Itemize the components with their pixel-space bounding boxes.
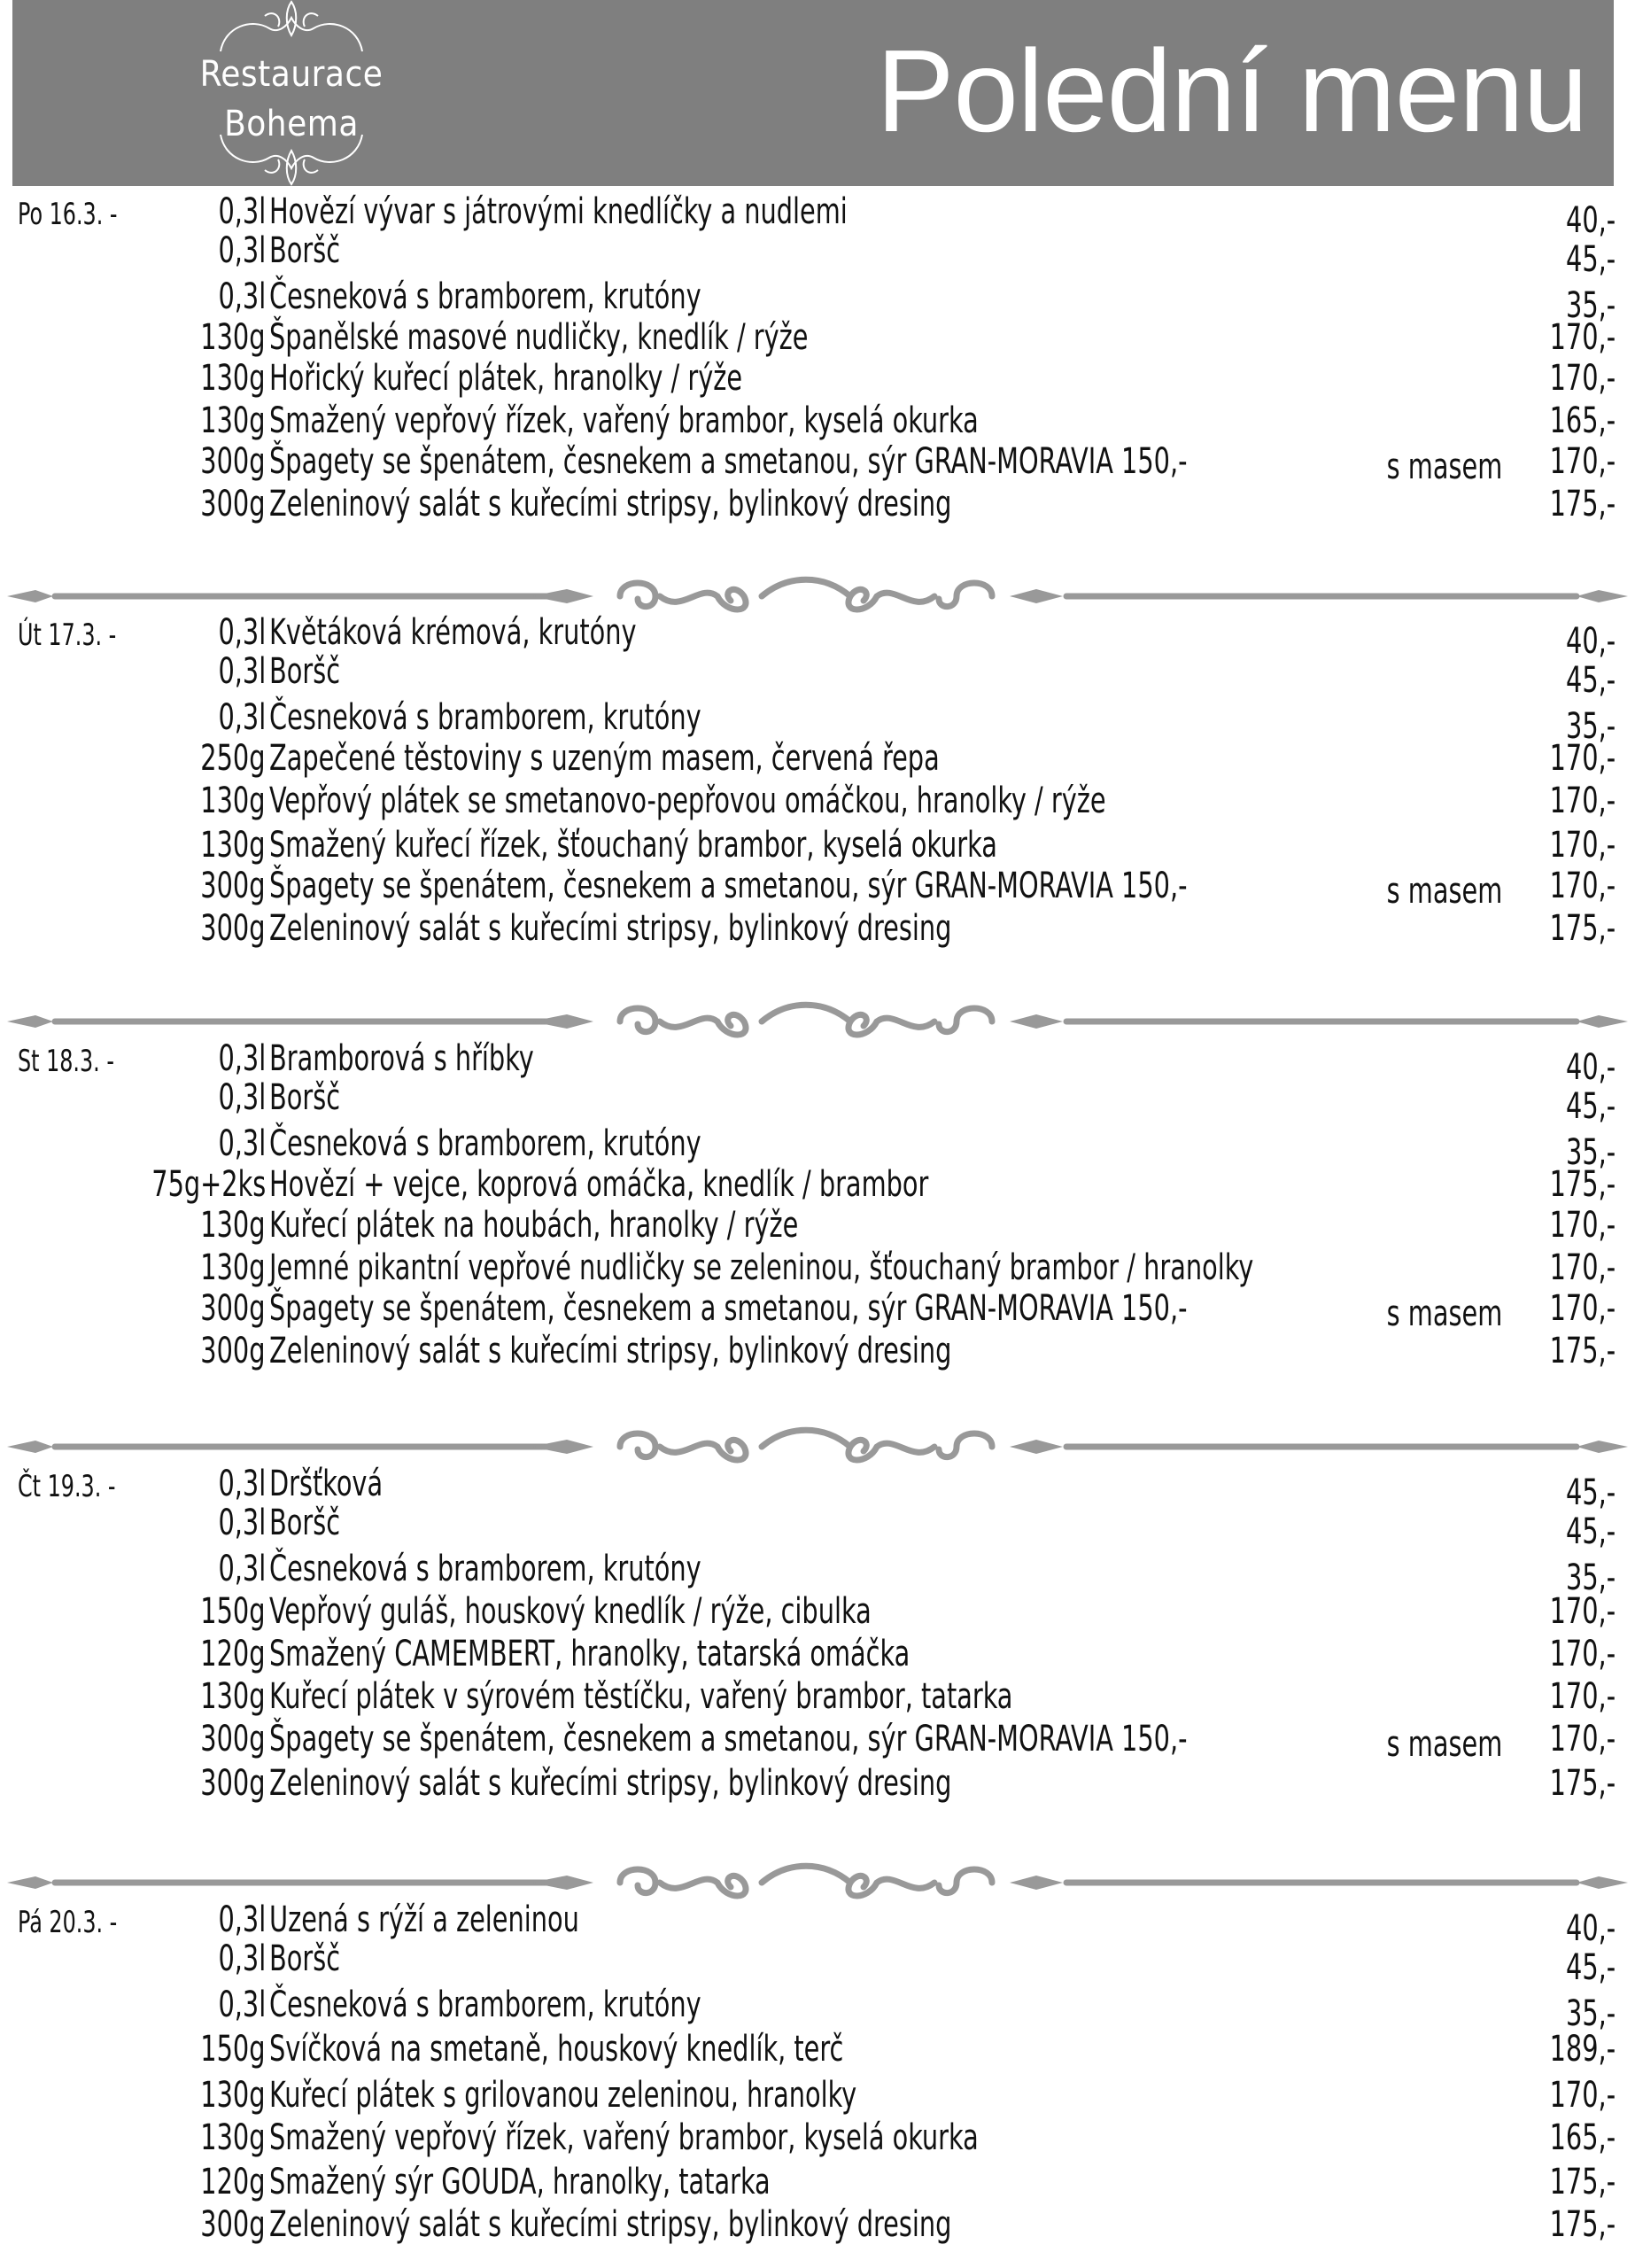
item-variant-note: s masem <box>1386 871 1502 912</box>
item-portion: 130g <box>200 2075 266 2116</box>
item-name: Smažený vepřový řízek, vařený brambor, kyselá okurka <box>269 2117 979 2158</box>
item-price: 170,- <box>1549 441 1616 482</box>
item-portion: 130g <box>200 2117 266 2158</box>
item-name: Kuřecí plátek na houbách, hranolky / rýže <box>269 1205 799 1246</box>
item-portion: 300g <box>200 1288 266 1329</box>
item-price: 170,- <box>1549 781 1616 821</box>
item-portion: 130g <box>200 1247 266 1288</box>
menu-item <box>0 738 1635 779</box>
menu-item <box>0 1676 1635 1717</box>
item-name: Smažený CAMEMBERT, hranolky, tatarská omáčka <box>269 1634 910 1674</box>
item-price: 170,- <box>1549 2075 1616 2116</box>
item-name: Zeleninový salát s kuřecími stripsy, bylinkový dresing <box>269 908 952 949</box>
menu-item <box>0 2117 1635 2158</box>
item-name: Česneková s bramborem, krutóny <box>269 697 701 738</box>
menu-item <box>0 612 1635 662</box>
menu-item <box>0 484 1635 524</box>
item-portion: 130g <box>200 1205 266 1246</box>
item-name: Špagety se špenátem, česnekem a smetanou, sýr GRAN-MORAVIA 150,- <box>269 866 1188 906</box>
item-portion: 300g <box>200 1719 266 1759</box>
menu-item <box>0 1591 1635 1632</box>
item-price: 175,- <box>1549 1331 1616 1371</box>
item-variant-note: s masem <box>1386 447 1502 487</box>
item-name: Zeleninový salát s kuřecími stripsy, bylinkový dresing <box>269 1763 952 1804</box>
menu-item <box>0 2029 1635 2070</box>
item-price: 35,- <box>1565 706 1616 747</box>
item-portion: 0,3l <box>218 1123 266 1164</box>
item-name: Boršč <box>269 651 341 692</box>
menu-item <box>0 1503 1635 1552</box>
item-name: Boršč <box>269 1077 341 1118</box>
item-price: 170,- <box>1549 1247 1616 1288</box>
item-name: Boršč <box>269 230 341 271</box>
item-portion: 130g <box>200 825 266 866</box>
item-price: 170,- <box>1549 1205 1616 1246</box>
item-portion: 130g <box>200 400 266 441</box>
item-price: 40,- <box>1565 621 1616 662</box>
menu-item <box>0 651 1635 701</box>
item-price: 175,- <box>1549 1164 1616 1205</box>
item-price: 165,- <box>1549 2117 1616 2158</box>
item-portion: 130g <box>200 358 266 399</box>
item-name: Česneková s bramborem, krutóny <box>269 1984 701 2025</box>
menu-item <box>0 1763 1635 1804</box>
item-name: Boršč <box>269 1503 341 1543</box>
menu-item <box>0 2075 1635 2116</box>
item-portion: 300g <box>200 441 266 482</box>
item-portion: 300g <box>200 484 266 524</box>
menu-item <box>0 1938 1635 1988</box>
menu-item <box>0 2204 1635 2245</box>
menu-item <box>0 825 1635 866</box>
menu-item <box>0 1634 1635 1674</box>
item-portion: 0,3l <box>218 276 266 317</box>
menu-item <box>0 2162 1635 2202</box>
item-portion: 300g <box>200 908 266 949</box>
menu-item <box>0 441 1635 487</box>
item-variant-note: s masem <box>1386 1293 1502 1334</box>
item-portion: 250g <box>200 738 266 779</box>
flourish-ornament-icon <box>216 133 367 186</box>
item-price: 40,- <box>1565 1908 1616 1949</box>
item-name: Hovězí vývar s játrovými knedlíčky a nudlemi <box>269 191 848 232</box>
item-variant-note: s masem <box>1386 1724 1502 1765</box>
item-name: Zeleninový salát s kuřecími stripsy, bylinkový dresing <box>269 484 952 524</box>
item-price: 170,- <box>1549 358 1616 399</box>
item-price: 45,- <box>1565 1472 1616 1513</box>
item-portion: 130g <box>200 781 266 821</box>
menu-item <box>0 317 1635 358</box>
item-name: Vepřový plátek se smetanovo-pepřovou omáčkou, hranolky / rýže <box>269 781 1106 821</box>
item-price: 170,- <box>1549 866 1616 906</box>
menu-item <box>0 1719 1635 1765</box>
item-portion: 300g <box>200 866 266 906</box>
menu-item <box>0 1038 1635 1088</box>
item-price: 35,- <box>1565 1132 1616 1173</box>
menu-item <box>0 1899 1635 1949</box>
menu-item <box>0 276 1635 326</box>
item-name: Hovězí + vejce, koprová omáčka, knedlík / brambor <box>269 1164 929 1205</box>
menu-item <box>0 1331 1635 1371</box>
item-name: Smažený kuřecí řízek, šťouchaný brambor, kyselá okurka <box>269 825 997 866</box>
item-price: 170,- <box>1549 1591 1616 1632</box>
item-name: Boršč <box>269 1938 341 1979</box>
item-name: Dršťková <box>269 1464 384 1504</box>
item-price: 175,- <box>1549 2162 1616 2202</box>
item-price: 35,- <box>1565 1993 1616 2034</box>
item-price: 35,- <box>1565 1557 1616 1598</box>
item-price: 170,- <box>1549 825 1616 866</box>
item-name: Uzená s rýží a zeleninou <box>269 1899 579 1940</box>
flourish-ornament-icon <box>216 0 367 53</box>
day-label: Pá 20.3. - <box>18 1905 118 1940</box>
item-price: 175,- <box>1549 484 1616 524</box>
menu-item <box>0 1077 1635 1127</box>
item-portion: 120g <box>200 1634 266 1674</box>
item-name: Jemné pikantní vepřové nudličky se zeleninou, šťouchaný brambor / hranolky <box>269 1247 1254 1288</box>
item-price: 45,- <box>1565 1511 1616 1552</box>
menu-item <box>0 230 1635 280</box>
item-portion: 120g <box>200 2162 266 2202</box>
item-price: 170,- <box>1549 317 1616 358</box>
menu-item <box>0 1464 1635 1513</box>
item-portion: 0,3l <box>218 1899 266 1940</box>
day-label: Út 17.3. - <box>18 617 117 653</box>
menu-item <box>0 1164 1635 1205</box>
item-portion: 130g <box>200 1676 266 1717</box>
item-price: 175,- <box>1549 2204 1616 2245</box>
item-name: Smažený sýr GOUDA, hranolky, tatarka <box>269 2162 771 2202</box>
item-price: 45,- <box>1565 1947 1616 1988</box>
menu-item <box>0 1549 1635 1598</box>
item-portion: 0,3l <box>218 1077 266 1118</box>
item-price: 165,- <box>1549 400 1616 441</box>
item-name: Špagety se špenátem, česnekem a smetanou, sýr GRAN-MORAVIA 150,- <box>269 441 1188 482</box>
item-price: 45,- <box>1565 1086 1616 1127</box>
menu-item <box>0 866 1635 912</box>
item-price: 189,- <box>1549 2029 1616 2070</box>
menu-item <box>0 908 1635 949</box>
item-name: Česneková s bramborem, krutóny <box>269 1549 701 1589</box>
item-portion: 300g <box>200 2204 266 2245</box>
item-price: 45,- <box>1565 660 1616 701</box>
item-price: 40,- <box>1565 1047 1616 1088</box>
item-price: 170,- <box>1549 1288 1616 1329</box>
item-name: Bramborová s hříbky <box>269 1038 534 1079</box>
menu-item <box>0 358 1635 399</box>
menu-item <box>0 1288 1635 1334</box>
item-portion: 0,3l <box>218 1503 266 1543</box>
item-price: 45,- <box>1565 239 1616 280</box>
item-name: Česneková s bramborem, krutóny <box>269 1123 701 1164</box>
day-label: St 18.3. - <box>18 1044 114 1079</box>
restaurant-logo <box>172 0 411 186</box>
item-price: 170,- <box>1549 1634 1616 1674</box>
item-name: Zeleninový salát s kuřecími stripsy, bylinkový dresing <box>269 1331 952 1371</box>
item-portion: 300g <box>200 1763 266 1804</box>
item-price: 170,- <box>1549 1676 1616 1717</box>
menu-item <box>0 1984 1635 2034</box>
item-portion: 150g <box>200 1591 266 1632</box>
item-name: Květáková krémová, krutóny <box>269 612 637 653</box>
item-name: Hořický kuřecí plátek, hranolky / rýže <box>269 358 743 399</box>
item-portion: 130g <box>200 317 266 358</box>
item-name: Svíčková na smetaně, houskový knedlík, terč <box>269 2029 844 2070</box>
item-portion: 0,3l <box>218 697 266 738</box>
item-name: Kuřecí plátek v sýrovém těstíčku, vařený brambor, tatarka <box>269 1676 1013 1717</box>
menu-item <box>0 697 1635 747</box>
page-title: Polední menu <box>876 26 1587 156</box>
item-portion: 0,3l <box>218 1464 266 1504</box>
item-name: Španělské masové nudličky, knedlík / rýže <box>269 317 809 358</box>
menu-item <box>0 781 1635 821</box>
menu-header <box>12 0 1614 186</box>
item-portion: 0,3l <box>218 1984 266 2025</box>
restaurant-name-line2: Bohema <box>224 104 359 144</box>
item-portion: 150g <box>200 2029 266 2070</box>
day-label: Po 16.3. - <box>18 197 118 232</box>
restaurant-name-line1: Restaurace <box>199 54 384 95</box>
item-price: 175,- <box>1549 1763 1616 1804</box>
item-name: Vepřový guláš, houskový knedlík / rýže, cibulka <box>269 1591 872 1632</box>
item-name: Kuřecí plátek s grilovanou zeleninou, hranolky <box>269 2075 857 2116</box>
item-portion: 0,3l <box>218 230 266 271</box>
item-portion: 0,3l <box>218 1038 266 1079</box>
menu-item <box>0 191 1635 241</box>
menu-item <box>0 1205 1635 1246</box>
item-price: 170,- <box>1549 1719 1616 1759</box>
item-portion: 0,3l <box>218 612 266 653</box>
menu-item <box>0 1247 1635 1288</box>
item-price: 35,- <box>1565 285 1616 326</box>
item-name: Česneková s bramborem, krutóny <box>269 276 701 317</box>
menu-item <box>0 400 1635 441</box>
item-name: Zeleninový salát s kuřecími stripsy, bylinkový dresing <box>269 2204 952 2245</box>
item-price: 170,- <box>1549 738 1616 779</box>
item-portion: 0,3l <box>218 191 266 232</box>
menu-item <box>0 1123 1635 1173</box>
item-portion: 0,3l <box>218 1938 266 1979</box>
item-price: 40,- <box>1565 200 1616 241</box>
item-name: Smažený vepřový řízek, vařený brambor, kyselá okurka <box>269 400 979 441</box>
item-portion: 0,3l <box>218 651 266 692</box>
item-name: Špagety se špenátem, česnekem a smetanou, sýr GRAN-MORAVIA 150,- <box>269 1719 1188 1759</box>
item-name: Zapečené těstoviny s uzeným masem, červená řepa <box>269 738 940 779</box>
day-label: Čt 19.3. - <box>18 1469 116 1504</box>
item-name: Špagety se špenátem, česnekem a smetanou, sýr GRAN-MORAVIA 150,- <box>269 1288 1188 1329</box>
item-portion: 300g <box>200 1331 266 1371</box>
item-portion: 75g+2ks <box>151 1164 266 1205</box>
item-portion: 0,3l <box>218 1549 266 1589</box>
item-price: 175,- <box>1549 908 1616 949</box>
